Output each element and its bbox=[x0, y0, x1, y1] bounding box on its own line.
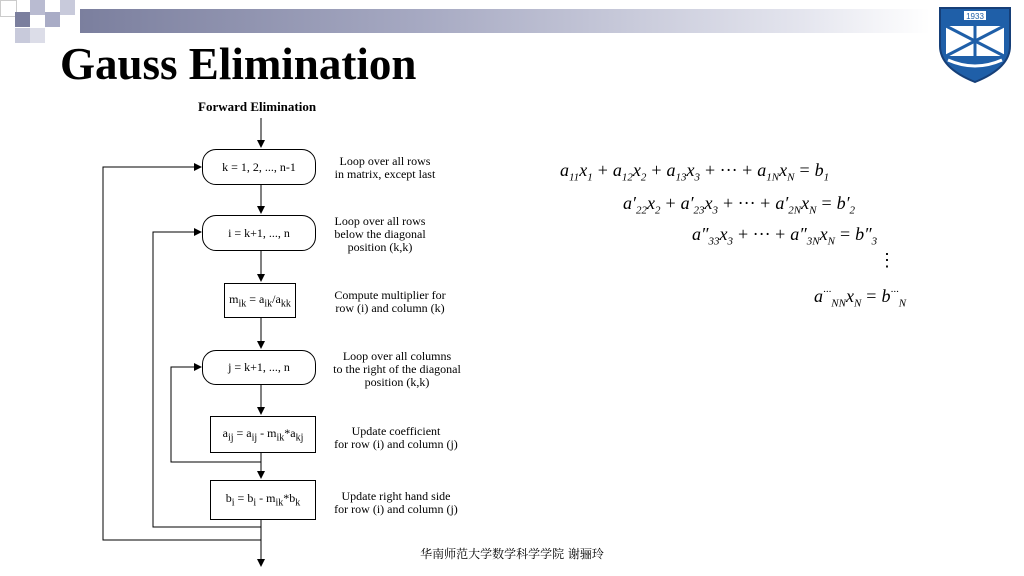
update-coefficient-note: Update coefficient for row (i) and column (j) bbox=[334, 424, 458, 451]
slide-title: Gauss Elimination bbox=[60, 39, 417, 89]
update-rhs-note: Update right hand side for row (i) and column (j) bbox=[334, 489, 458, 516]
equation-row-2: $a'_{22}x_2 + a'_{23}x_3$ + ··· + $a'_{2N}x_N = b'_2$ bbox=[623, 193, 856, 217]
i-loop-label: i = k+1, ..., n bbox=[228, 225, 290, 240]
multiplier-note: Compute multiplier for row (i) and column (k) bbox=[334, 288, 446, 315]
equation-vdots: ⋮ bbox=[878, 250, 896, 270]
j-loop-box bbox=[202, 350, 316, 385]
j-loop-note: Loop over all columns to the right of the diagonal position (k,k) bbox=[333, 350, 461, 389]
i-loop-box bbox=[202, 215, 316, 251]
i-loop-note: Loop over all rows below the diagonal position (k,k) bbox=[334, 214, 426, 254]
j-loop-label: j = k+1, ..., n bbox=[228, 360, 290, 374]
equation-row-1: $a_{11}x_1 + a_{12}x_2 + a_{13}x_3$ + ··· + $a_{1N}x_N = b_1$ bbox=[560, 160, 830, 184]
update-rhs-box bbox=[210, 480, 316, 520]
update-coefficient-formula: $a_{ij} = a_{ij} - m_{ik}*a_{kj}$ bbox=[222, 425, 304, 444]
k-loop-box bbox=[202, 149, 316, 185]
k-loop-label: k = 1, 2, ..., n-1 bbox=[222, 159, 296, 174]
equation-row-3: $a''_{33}x_3$ + ··· + $a''_{3N}x_N = b''_3$ bbox=[692, 224, 878, 248]
equation-row-n: $a^{\cdot\cdot\cdot}_{NN}x_N = b^{\cdot\cdot\cdot}_N$ bbox=[814, 286, 907, 310]
flowchart-title: Forward Elimination bbox=[198, 99, 317, 114]
slide-footer: 华南师范大学数学科学学院 谢骊玲 bbox=[420, 547, 604, 561]
multiplier-box bbox=[224, 283, 296, 318]
multiplier-formula: $m_{ik} = a_{ik}/a_{kk}$ bbox=[229, 291, 291, 310]
logo-year: 1933 bbox=[966, 12, 984, 21]
k-loop-note: Loop over all rows in matrix, except last bbox=[334, 154, 436, 181]
update-coefficient-box bbox=[210, 416, 316, 453]
update-rhs-formula: $b_i = b_i - m_{ik}*b_k$ bbox=[225, 491, 301, 509]
